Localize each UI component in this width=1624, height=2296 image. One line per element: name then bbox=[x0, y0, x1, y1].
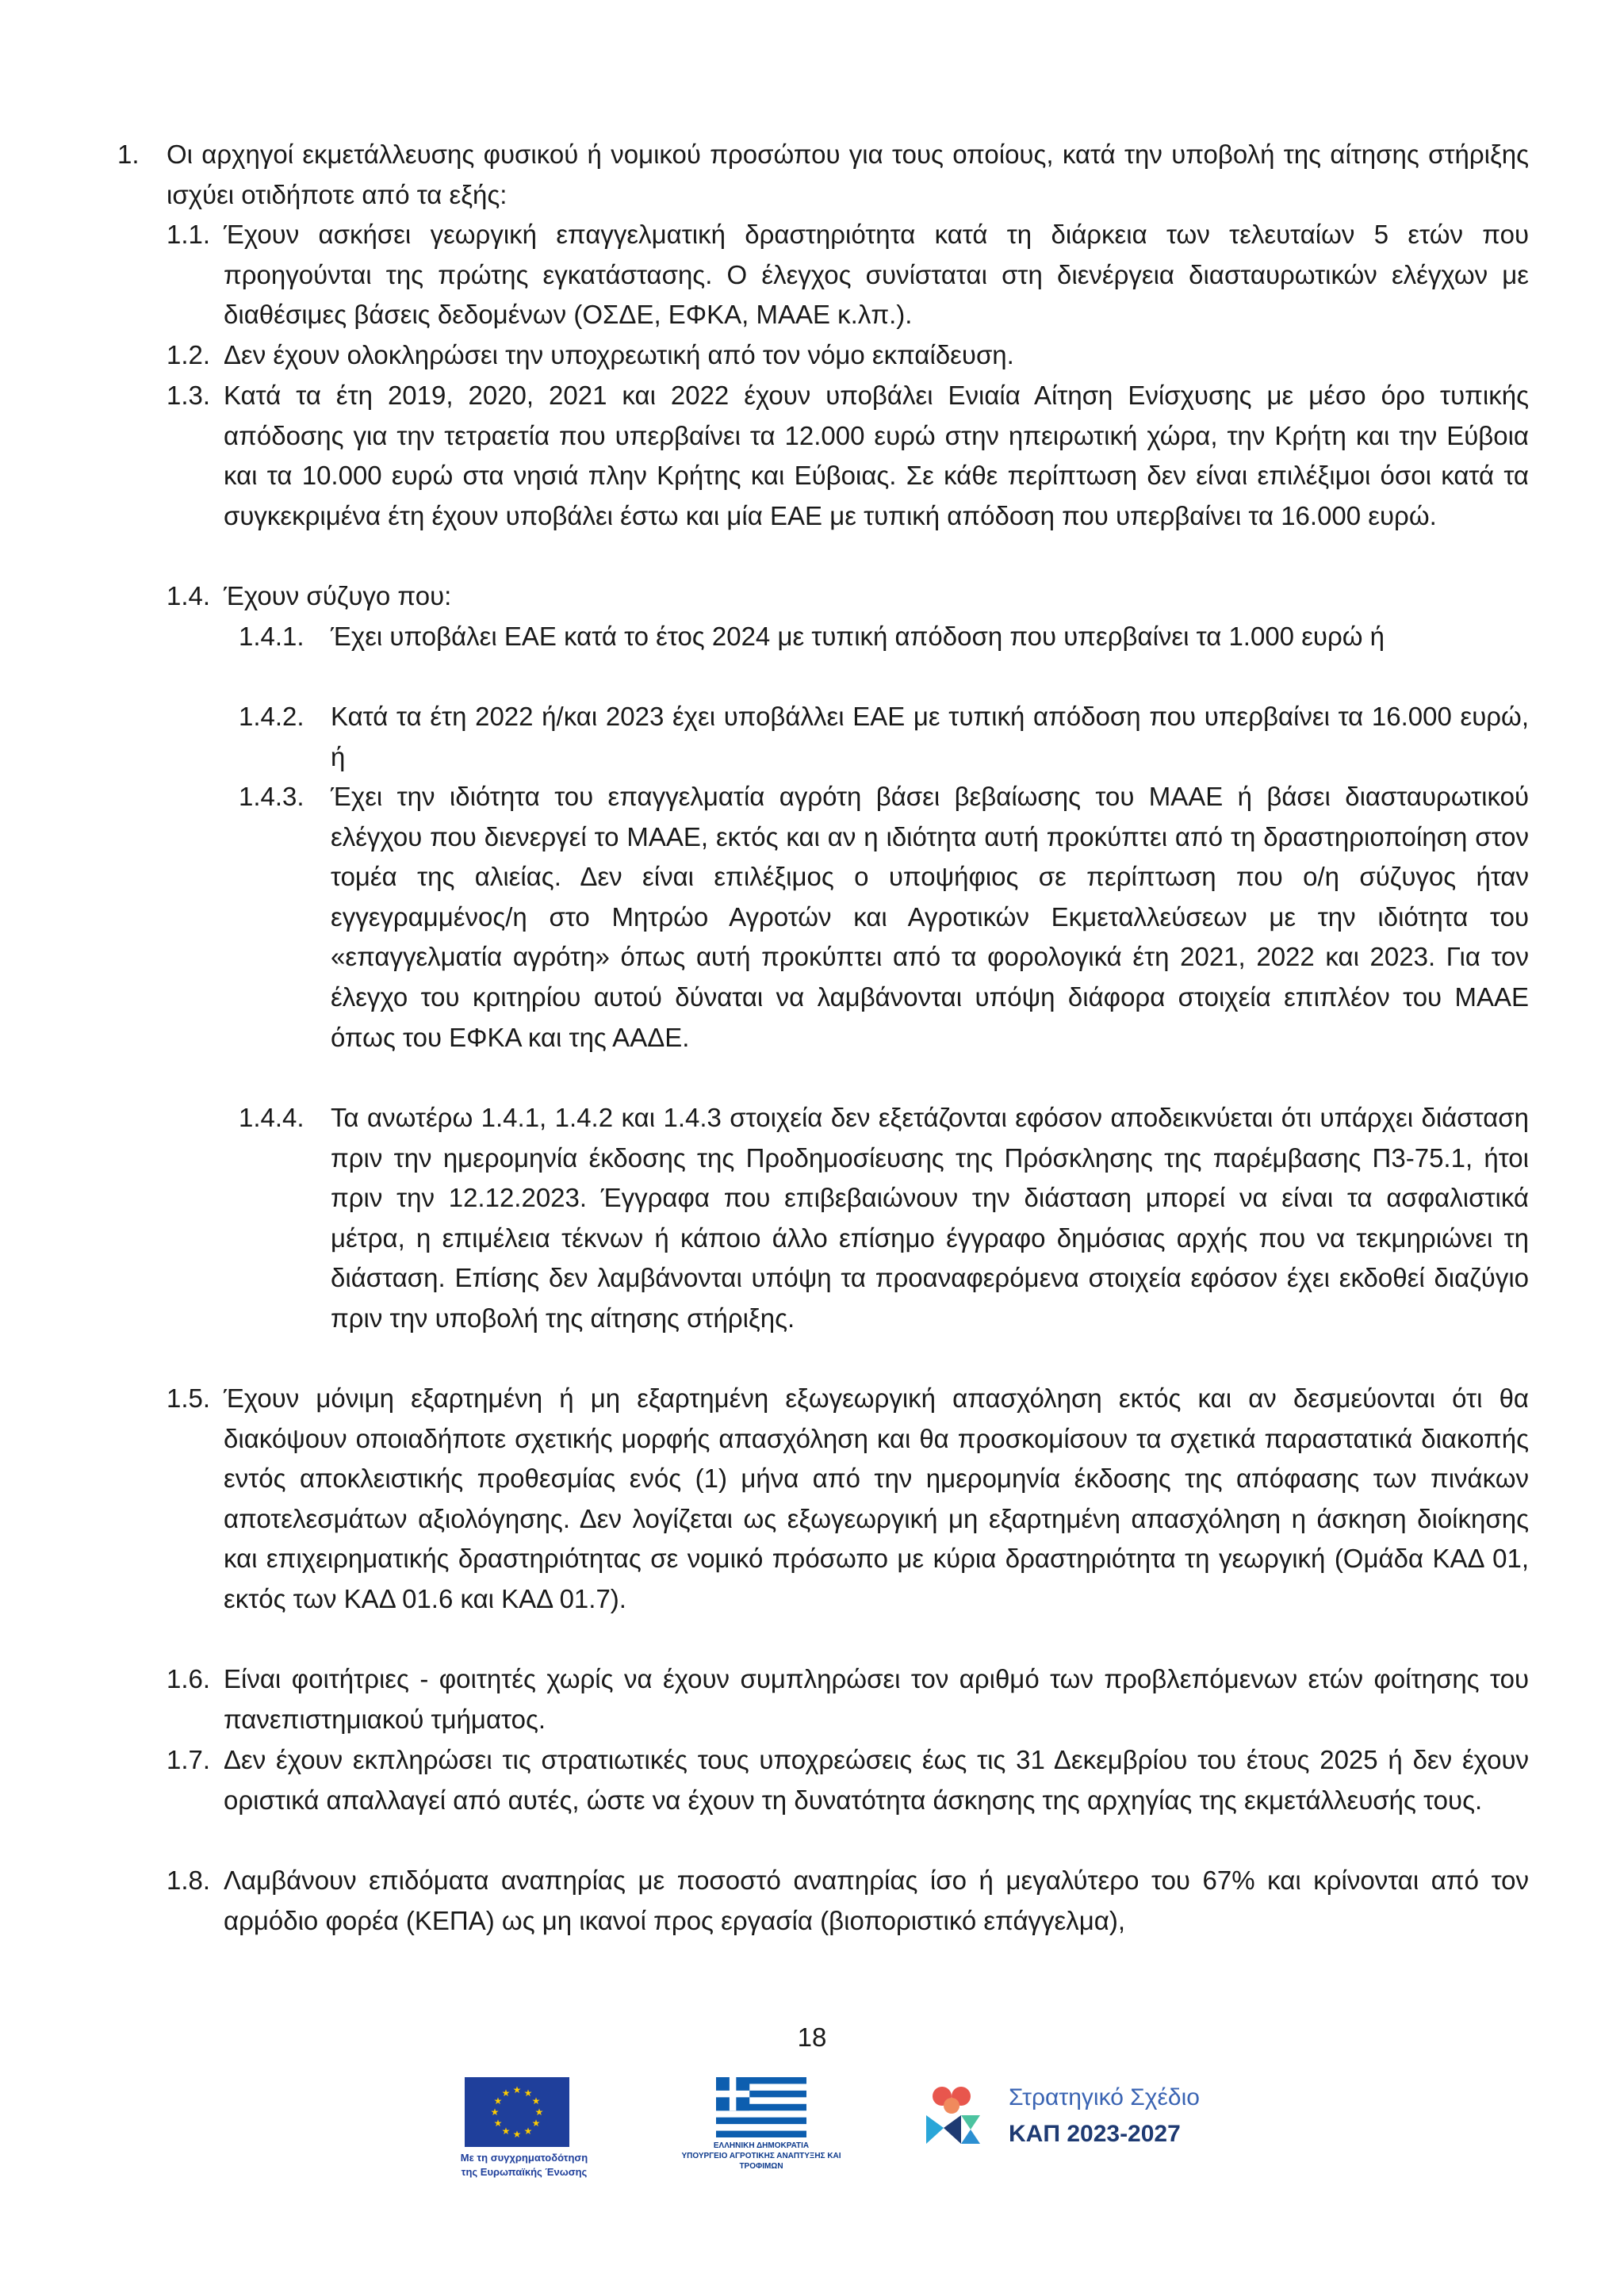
list-item-1-8 bbox=[167, 1861, 1529, 1941]
svg-text:★: ★ bbox=[501, 2126, 511, 2137]
kap-subtitle: ΚΑΠ 2023-2027 bbox=[1009, 2121, 1181, 2147]
item-text: Έχει την ιδιότητα του επαγγελματία αγρότη βάσει βεβαίωσης του ΜΑΑΕ ή βάσει διασταυρωτικού ελέγχου που διενεργεί το ΜΑΑΕ, εκτός και αν η ιδιότητα αυτή προκύπτει από τη δραστηριοποίηση στον τομέα της αλιείας. Δεν είναι επιλέξιμος ο υποψήφιος σε περίπτωση που ο/η σύζυγος ήταν εγγεγραμμένος/η στο Μητρώο Αγροτών και Αγροτικών Εκμεταλλεύσεων με την ιδιότητα του «επαγγελματία αγρότη» όπως αυτή προκύπτει από τα φορολογικά έτη 2021, 2022 και 2023. Για τον έλεγχο του κριτηρίου αυτού δύναται να λαμβάνονται υπόψη διάφορα στοιχεία επιπλέον του ΜΑΑΕ όπως του ΕΦΚΑ και της ΑΑΔΕ. bbox=[331, 782, 1529, 1052]
list-item-1 bbox=[117, 135, 1529, 215]
item-number: 1.4. bbox=[167, 581, 211, 610]
list-item-1-5 bbox=[167, 1379, 1529, 1620]
item-number: 1.4.4. bbox=[239, 1103, 304, 1132]
item-number: 1.7. bbox=[167, 1745, 211, 1774]
eu-caption-line: Με τη συγχρηματοδότηση bbox=[460, 2152, 588, 2164]
list-item-1-4 bbox=[167, 576, 1529, 617]
kap-flower-icon bbox=[920, 2080, 993, 2153]
eu-stars-icon bbox=[465, 2077, 569, 2147]
greek-flag-logo bbox=[716, 2077, 806, 2137]
list-item-1-6 bbox=[167, 1659, 1529, 1739]
item-text: Κατά τα έτη 2019, 2020, 2021 και 2022 έχουν υποβάλει Ενιαία Αίτηση Ενίσχυσης με μέσο όρο τυπικής απόδοσης για την τετραετία που υπερβαίνει τα 12.000 ευρώ στην ηπειρωτική χώρα, την Κρήτη και την Εύβοια και τα 10.000 ευρώ στα νησιά πλην Κρήτης και Εύβοιας. Σε κάθε περίπτωση δεν είναι επιλέξιμοι όσοι κατά τα συγκεκριμένα έτη έχουν υποβάλει έστω και μία ΕΑΕ με τυπική απόδοση που υπερβαίνει τα 16.000 ευρώ. bbox=[224, 381, 1529, 530]
item-text: Δεν έχουν ολοκληρώσει την υποχρεωτική από τον νόμο εκπαίδευση. bbox=[224, 340, 1014, 369]
item-number: 1.4.3. bbox=[239, 782, 304, 811]
item-text: Έχουν σύζυγο που: bbox=[224, 581, 452, 610]
list-item-1-7 bbox=[167, 1740, 1529, 1820]
item-text: Λαμβάνουν επιδόματα αναπηρίας με ποσοστό αναπηρίας ίσο ή μεγαλύτερο του 67% και κρίνονται από τον αρμόδιο φορέα (ΚΕΠΑ) ως μη ικανοί προς εργασία (βιοποριστικό επάγγελμα), bbox=[224, 1866, 1529, 1935]
item-text: Έχουν ασκήσει γεωργική επαγγελματική δραστηριότητα κατά τη διάρκεια των τελευταίων 5 ετών που προηγούνται της πρώτης εγκατάστασης. Ο έλεγχος συνίσταται στη διενέργεια διασταυρωτικών ελέγχων με διαθέσιμες βάσεις δεδομένων (ΟΣΔΕ, ΕΦΚΑ, ΜΑΑΕ κ.λπ.). bbox=[224, 220, 1529, 330]
svg-text:★: ★ bbox=[523, 2126, 533, 2137]
list-item-1-4-2 bbox=[239, 697, 1529, 777]
svg-text:★: ★ bbox=[493, 2095, 503, 2107]
list-item-1-4-4 bbox=[239, 1098, 1529, 1339]
kap-logo-mark bbox=[920, 2080, 993, 2153]
item-text: Δεν έχουν εκπληρώσει τις στρατιωτικές τους υποχρεώσεις έως τις 31 Δεκεμβρίου του έτους 2025 ή δεν έχουν οριστικά απαλλαγεί από αυτές, ώστε να έχουν τη δυνατότητα άσκησης της αρχηγίας της εκμετάλλευσής τους. bbox=[224, 1745, 1529, 1815]
svg-text:★: ★ bbox=[523, 2087, 533, 2099]
svg-text:★: ★ bbox=[531, 2118, 541, 2129]
item-text: Έχουν μόνιμη εξαρτημένη ή μη εξαρτημένη εξωγεωργική απασχόληση εκτός και αν δεσμεύονται ότι θα διακόψουν οποιαδήποτε σχετικής μορφής απασχόληση και θα προσκομίσουν τα σχετικά παραστατικά διακοπής εντός αποκλειστικής προθεσμίας ενός (1) μήνα από την ημερομηνία έκδοσης της απόφασης των πινάκων αποτελεσμάτων αξιολόγησης. Δεν λογίζεται ως εξωγεωργική μη εξαρτημένη απασχόληση η άσκηση διοίκησης και επιχειρηματικής δραστηριότητας σε νομικό πρόσωπο με κύρια δραστηριότητα τη γεωργική (Ομάδα ΚΑΔ 01, εκτός των ΚΑΔ 01.6 και ΚΑΔ 01.7). bbox=[224, 1383, 1529, 1613]
ministry-caption bbox=[666, 2141, 856, 2172]
eu-caption-line: της Ευρωπαϊκής Ένωσης bbox=[461, 2166, 588, 2178]
item-text: Έχει υποβάλει ΕΑΕ κατά το έτος 2024 με τυπική απόδοση που υπερβαίνει τα 1.000 ευρώ ή bbox=[331, 622, 1385, 651]
svg-text:★: ★ bbox=[512, 2084, 522, 2095]
svg-text:★: ★ bbox=[512, 2129, 522, 2140]
item-number: 1.4.1. bbox=[239, 622, 304, 651]
item-number: 1.1. bbox=[167, 220, 211, 249]
svg-text:★: ★ bbox=[534, 2107, 544, 2118]
item-number: 1.2. bbox=[167, 340, 211, 369]
item-number: 1.3. bbox=[167, 381, 211, 410]
list-item-1-4-3 bbox=[239, 777, 1529, 1058]
item-number: 1.5. bbox=[167, 1383, 211, 1413]
list-item-1-2 bbox=[167, 335, 1529, 376]
svg-text:★: ★ bbox=[493, 2118, 503, 2129]
list-item-1-4-1 bbox=[239, 617, 1529, 657]
item-number: 1. bbox=[117, 140, 140, 169]
svg-text:★: ★ bbox=[531, 2095, 541, 2107]
greek-flag-icon bbox=[716, 2077, 806, 2137]
item-number: 1.6. bbox=[167, 1664, 211, 1693]
svg-text:★: ★ bbox=[490, 2107, 500, 2118]
list-item-1-1 bbox=[167, 215, 1529, 335]
eu-flag-logo bbox=[465, 2077, 569, 2147]
item-text: Είναι φοιτήτριες - φοιτητές χωρίς να έχουν συμπληρώσει τον αριθμό των προβλεπόμενων ετών φοίτησης του πανεπιστημιακού τμήματος. bbox=[224, 1664, 1529, 1734]
item-text: Οι αρχηγοί εκμετάλλευσης φυσικού ή νομικού προσώπου για τους οποίους, κατά την υποβολή της αίτησης στήριξης ισχύει οτιδήποτε από τα εξής: bbox=[167, 140, 1529, 209]
item-number: 1.4.2. bbox=[239, 702, 304, 731]
item-text: Τα ανωτέρω 1.4.1, 1.4.2 και 1.4.3 στοιχεία δεν εξετάζονται εφόσον αποδεικνύεται ότι υπάρχει διάσταση πριν την ημερομηνία έκδοσης της Προδημοσίευσης της Πρόσκλησης της παρέμβασης Π3-75.1, ήτοι πριν την 12.12.2023. Έγγραφα που επιβεβαιώνουν την διάσταση μπορεί να είναι τα ασφαλιστικά μέτρα, η επιμέλεια τέκνων ή κάποιο άλλο επίσημο έγγραφο δημόσιας αρχής που να τεκμηριώνει τη διάσταση. Επίσης δεν λαμβάνονται υπόψη τα προαναφερόμενα στοιχεία εφόσον έχει εκδοθεί διαζύγιο πριν την υποβολή της αίτησης στήριξης. bbox=[331, 1103, 1529, 1333]
item-number: 1.8. bbox=[167, 1866, 211, 1895]
kap-title: Στρατηγικό Σχέδιο bbox=[1009, 2084, 1200, 2110]
item-text: Κατά τα έτη 2022 ή/και 2023 έχει υποβάλλει ΕΑΕ με τυπική απόδοση που υπερβαίνει τα 16.000 ευρώ, ή bbox=[331, 702, 1529, 771]
list-item-1-3 bbox=[167, 376, 1529, 536]
ministry-caption-line: ΕΛΛΗΝΙΚΗ ΔΗΜΟΚΡΑΤΙΑ bbox=[713, 2141, 810, 2150]
page-number: 18 bbox=[797, 2022, 827, 2052]
ministry-caption-line: ΥΠΟΥΡΓΕΙΟ ΑΓΡΟΤΙΚΗΣ ΑΝΑΠΤΥΞΗΣ ΚΑΙ ΤΡΟΦΙΜΩΝ bbox=[681, 2152, 841, 2171]
svg-text:★: ★ bbox=[501, 2087, 511, 2099]
eu-logo-caption bbox=[441, 2151, 607, 2179]
